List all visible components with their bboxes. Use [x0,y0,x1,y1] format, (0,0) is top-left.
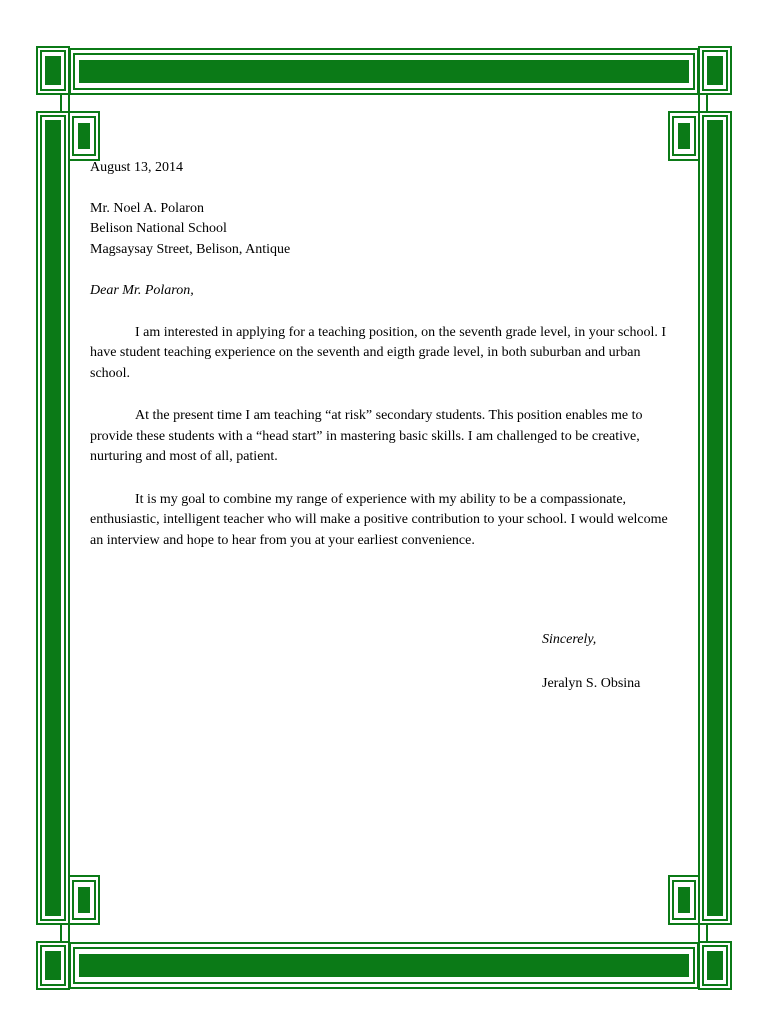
salutation: Dear Mr. Polaron, [90,283,194,298]
recipient-name: Mr. Noel A. Polaron [90,200,204,216]
letter-date: August 13, 2014 [90,160,183,175]
closing: Sincerely, [542,632,597,647]
signature-name: Jeralyn S. Obsina [542,676,641,691]
recipient-school: Belison National School [90,221,227,236]
recipient-street: Magsaysay Street, Belison, Antique [90,241,291,257]
recipient-address [90,199,680,261]
letter-body [90,158,680,573]
paragraph-goal: It is my goal to combine my range of experience with my ability to be a compassionate, enthusiastic, intelligent teacher who will make a positive contribution to your school. I would welcome an interview and hope to hear from you at your earliest convenience. [90,491,668,548]
paragraph-interest: I am interested in applying for a teaching position, on the seventh grade level, in your school. I have student teaching experience on the seventh and eigth grade level, in both suburban and urban school. [90,324,667,381]
paragraph-current-position: At the present time I am teaching “at risk” secondary students. This position enables me to provide these students with a “head start” in mastering basic skills. I am challenged to be creative, nurturing and most of all, patient. [90,408,643,464]
